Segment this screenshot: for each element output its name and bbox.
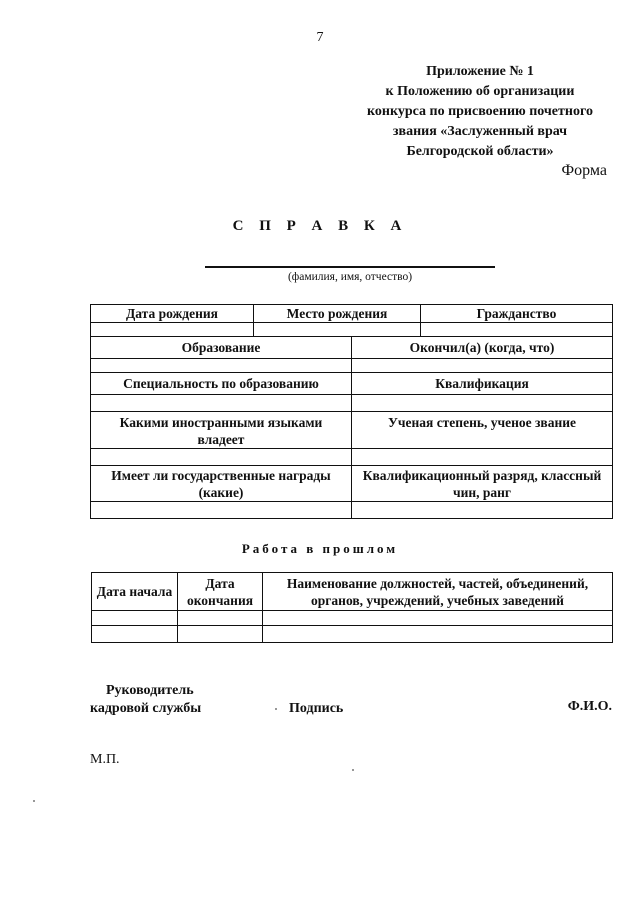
start-date-header: Дата начала bbox=[92, 573, 178, 611]
end-date-cell[interactable] bbox=[178, 626, 263, 643]
stamp-label: М.П. bbox=[90, 752, 120, 767]
birth-date-cell[interactable] bbox=[91, 323, 254, 337]
positions-cell[interactable] bbox=[263, 626, 613, 643]
hr-head-label: Руководитель bbox=[106, 683, 194, 698]
personal-info-table bbox=[90, 304, 613, 519]
work-history-table bbox=[91, 572, 613, 643]
end-date-cell[interactable] bbox=[178, 611, 263, 626]
signature-label: Подпись bbox=[289, 701, 344, 716]
appendix-line: конкурса по присвоению почетного bbox=[367, 104, 593, 119]
appendix-line: Белгородской области» bbox=[406, 144, 554, 159]
full-name-label: Ф.И.О. bbox=[567, 699, 612, 714]
specialty-cell[interactable] bbox=[91, 395, 352, 412]
appendix-line: Приложение № 1 bbox=[426, 64, 534, 79]
birth-date-header: Дата рождения bbox=[91, 305, 254, 323]
rank-header: Квалификационный разряд, классный чин, ранг bbox=[352, 466, 613, 502]
appendix-line: к Положению об организации bbox=[385, 84, 575, 99]
document-title: С П Р А В К А bbox=[232, 218, 408, 234]
scan-speck bbox=[275, 708, 277, 710]
education-header: Образование bbox=[91, 337, 352, 359]
birth-place-header: Место рождения bbox=[254, 305, 421, 323]
qualification-header: Квалификация bbox=[352, 373, 613, 395]
hr-dept-label: кадровой службы bbox=[90, 701, 202, 716]
citizenship-header: Гражданство bbox=[421, 305, 613, 323]
form-label: Форма bbox=[561, 162, 607, 179]
positions-cell[interactable] bbox=[263, 611, 613, 626]
graduated-header: Окончил(а) (когда, что) bbox=[352, 337, 613, 359]
name-hint: (фамилия, имя, отчество) bbox=[287, 271, 413, 283]
awards-header: Имеет ли государственные награды (какие) bbox=[91, 466, 352, 502]
languages-header: Какими иностранными языками владеет bbox=[91, 412, 352, 449]
rank-cell[interactable] bbox=[352, 502, 613, 519]
languages-cell[interactable] bbox=[91, 449, 352, 466]
birth-place-cell[interactable] bbox=[254, 323, 421, 337]
specialty-header: Специальность по образованию bbox=[91, 373, 352, 395]
appendix-header bbox=[330, 62, 630, 162]
graduated-cell[interactable] bbox=[352, 359, 613, 373]
start-date-cell[interactable] bbox=[92, 626, 178, 643]
scan-speck bbox=[33, 800, 35, 802]
end-date-header: Дата окончания bbox=[178, 573, 263, 611]
qualification-cell[interactable] bbox=[352, 395, 613, 412]
scan-speck bbox=[352, 769, 354, 771]
page-number: 7 bbox=[316, 30, 324, 45]
degree-cell[interactable] bbox=[352, 449, 613, 466]
degree-header: Ученая степень, ученое звание bbox=[352, 412, 613, 449]
awards-cell[interactable] bbox=[91, 502, 352, 519]
appendix-line: звания «Заслуженный врач bbox=[392, 124, 568, 139]
start-date-cell[interactable] bbox=[92, 611, 178, 626]
work-history-title: Работа в прошлом bbox=[241, 541, 399, 556]
name-underline bbox=[205, 266, 495, 268]
citizenship-cell[interactable] bbox=[421, 323, 613, 337]
positions-header: Наименование должностей, частей, объединений, органов, учреждений, учебных заведений bbox=[263, 573, 613, 611]
education-cell[interactable] bbox=[91, 359, 352, 373]
